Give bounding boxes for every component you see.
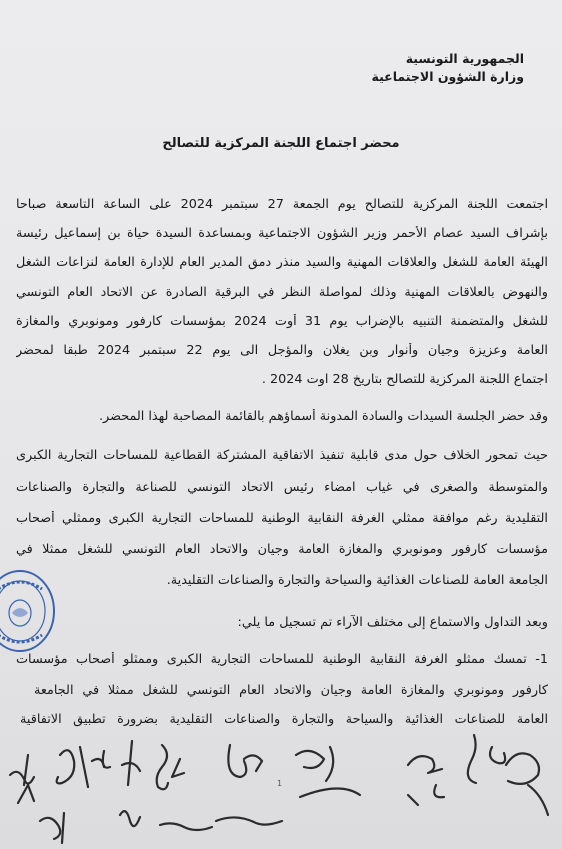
- body-line: اجتماع اللجنة المركزية للتصالح بتاريخ 28 اوت 2024 .: [261, 372, 548, 387]
- list-item-line: كارفور ومونوبري والمغازة العامة وجيان والاتحاد العام التونسي للشغل ممثلا في الجامعة: [34, 683, 548, 698]
- body-line: بإشراف السيد عصام الأحمر وزير الشؤون الاجتماعية وبمساعدة السيدة حياة بن إسماعيل رئيسة: [16, 226, 548, 241]
- body-line: وقد حضر الجلسة السيدات والسادة المدونة أسماؤهم بالقائمة المصاحبة لهذا المحضر.: [98, 409, 548, 424]
- letterhead-ministry: وزارة الشؤون الاجتماعية: [371, 69, 524, 84]
- list-item-line: 1- تمسك ممثلو الغرفة النقابية الوطنية للمساحات التجارية الكبرى وممثلو أصحاب مؤسسات: [16, 652, 548, 667]
- body-line: للشغل والمتضمنة التنبيه بالإضراب يوم 31 أوت 2024 بمؤسسات كارفور ومونوبري والمغازة: [16, 314, 548, 329]
- body-line: العامة وعزيزة وجيان وأنوار وبن يغلان والمؤجل الى يوم 22 سبتمبر 2024 طبقا لمحضر: [16, 343, 548, 358]
- letterhead-republic: الجمهورية التونسية: [405, 51, 524, 66]
- page-number: 1: [277, 779, 283, 788]
- body-line: التقليدية رغم موافقة ممثلي الغرفة النقابية الوطنية للمساحات التجارية الكبرى وممثلي أصحاب: [16, 511, 548, 526]
- body-line: الجامعة العامة للصناعات الغذائية والسياحة والتجارة والصناعات التقليدية.: [166, 573, 548, 588]
- body-line: والمتوسطة والصغرى في غياب امضاء رئيس الاتحاد التونسي للصناعة والتجارة والصناعات: [16, 480, 548, 495]
- document-title: محضر اجتماع اللجنة المركزية للتصالح: [162, 136, 400, 151]
- body-line: وبعد التداول والاستماع إلى مختلف الآراء تم تسجيل ما يلي:: [237, 615, 548, 630]
- letterhead: [371, 50, 524, 86]
- body-line: والنهوض بالعلاقات المهنية وذلك لمواصلة النظر في البرقية الصادرة عن الاتحاد العام التونسي: [16, 285, 548, 300]
- body-line: مؤسسات كارفور ومونوبري والمغازة العامة وجيان والاتحاد العام التونسي للشغل ممثلا في: [16, 542, 548, 557]
- body-line: اجتمعت اللجنة المركزية للتصالح يوم الجمعة 27 سبتمبر 2024 على الساعة التاسعة صباحا: [16, 197, 548, 212]
- list-item-line: العامة للصناعات الغذائية والسياحة والتجارة والصناعات التقليدية بضرورة تطبيق الاتفاقية: [20, 712, 548, 727]
- official-stamp: [0, 567, 60, 655]
- body-line: الهيئة العامة للشغل والعلاقات المهنية والسيد منذر دمق المدير العام للإدارة العامة لنزاعات الشغل: [16, 255, 548, 270]
- body-line: حيث تمحور الخلاف حول مدى قابلية تنفيذ الاتفاقية المشتركة القطاعية للمساحات التجارية الكبرى: [16, 448, 548, 463]
